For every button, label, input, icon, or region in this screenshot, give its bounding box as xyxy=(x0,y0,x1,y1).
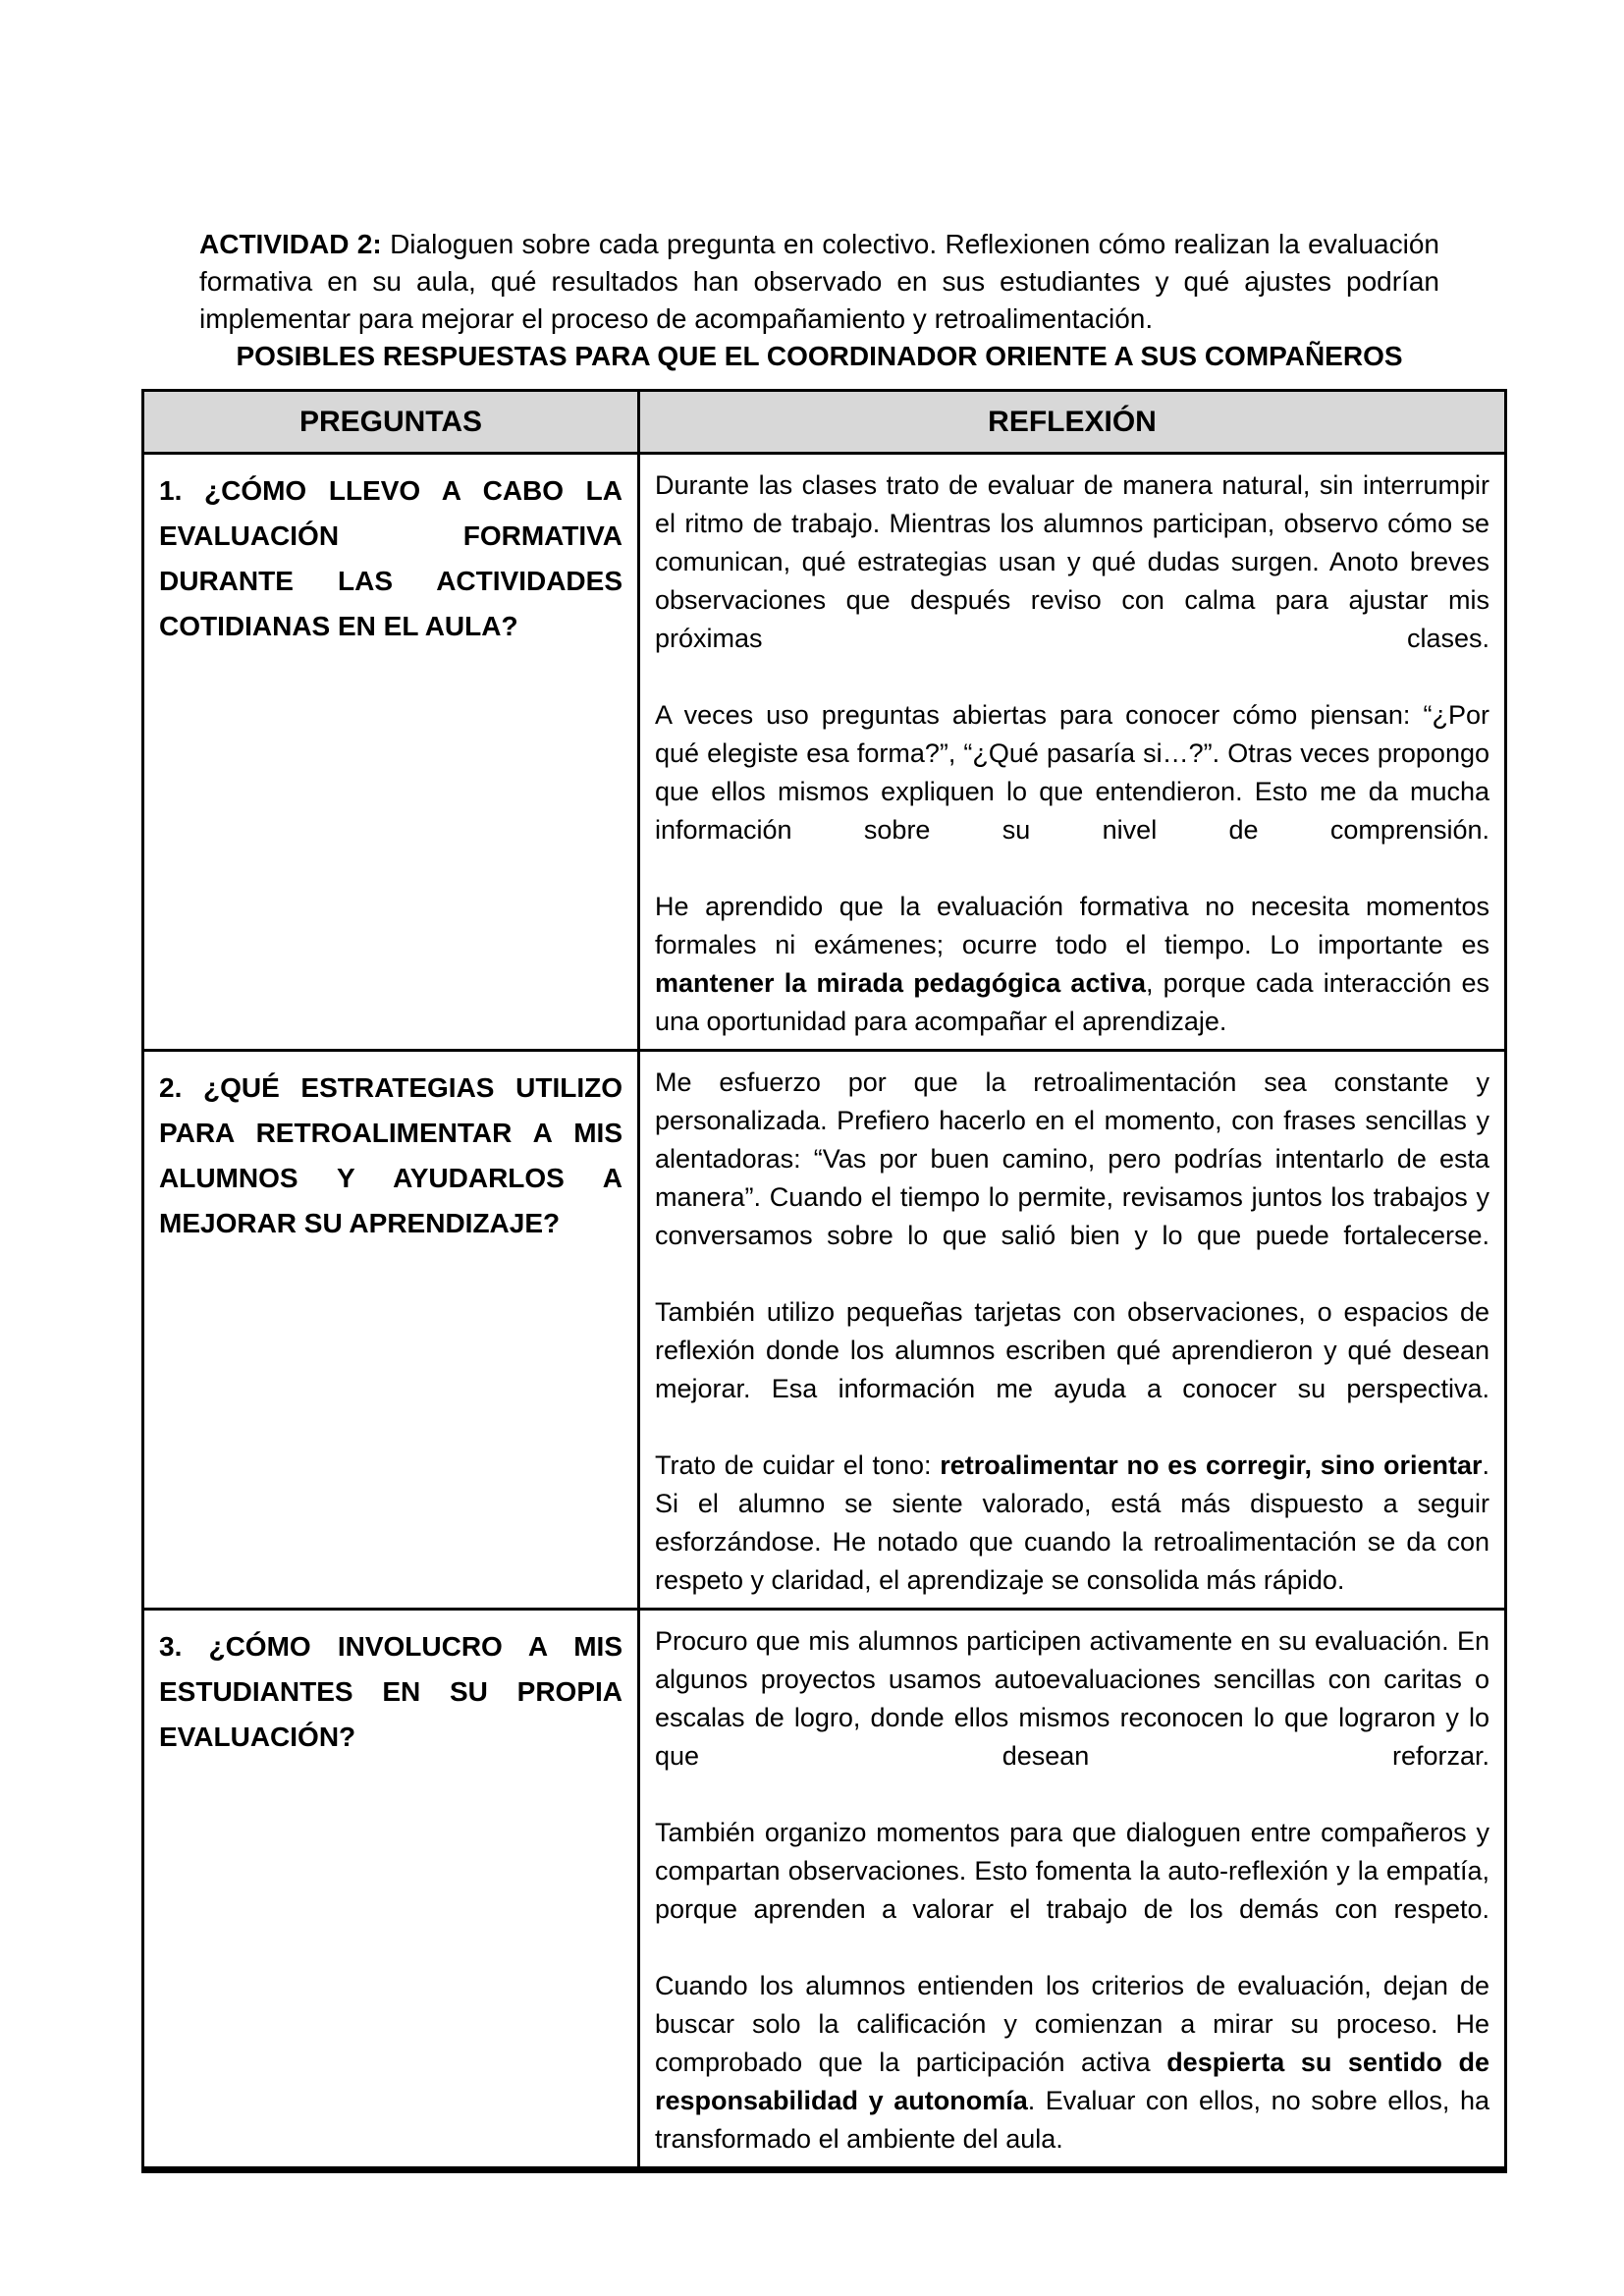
table-row xyxy=(143,454,1506,1051)
text-run: Procuro que mis alumnos participen activamente en su evaluación. En algunos proyectos usamos autoevaluaciones sencillas con caritas o escalas de logro, donde ellos mismos reconocen lo que lograron y lo que desean reforzar. xyxy=(655,1626,1489,1771)
subtitle: POSIBLES RESPUESTAS PARA QUE EL COORDINADOR ORIENTE A SUS COMPAÑEROS xyxy=(236,341,1403,371)
header-preguntas: PREGUNTAS xyxy=(143,391,639,454)
table-header-row xyxy=(143,391,1506,454)
text-run: Cuando los alumnos entienden los criterios de evaluación, dejan de buscar solo la calificación y comienzan a mirar su proceso. He comprobado que la participación activa xyxy=(655,1971,1489,2077)
text-run: Me esfuerzo por que la retroalimentación sea constante y personalizada. Prefiero hacerlo en el momento, con frases sencillas y alentadoras: “Vas por buen camino, pero podrías intentarlo de esta manera”. Cuando el tiempo lo permite, revisamos juntos los trabajos y conversamos sobre lo que salió bien y lo que puede fortalecerse. xyxy=(655,1067,1489,1250)
text-run: También utilizo pequeñas tarjetas con observaciones, o espacios de reflexión donde los alumnos escriben qué aprendieron y qué desean mejorar. Esa información me ayuda a conocer su perspectiva. xyxy=(655,1297,1489,1403)
qa-table xyxy=(141,389,1507,2173)
reflection-paragraph xyxy=(655,1064,1489,1255)
bold-text-run: despierta su sentido de responsabilidad y autonomía xyxy=(655,2048,1489,2115)
header-reflexion: REFLEXIÓN xyxy=(639,391,1506,454)
intro-paragraph xyxy=(199,226,1439,338)
text-run: También organizo momentos para que dialoguen entre compañeros y compartan observaciones. Esto fomenta la auto-reflexión y la empatía, porque aprenden a valorar el trabajo de los demás con respeto. xyxy=(655,1818,1489,1924)
text-run: He aprendido que la evaluación formativa no necesita momentos formales ni exámenes; ocurre todo el tiempo. Lo importante es xyxy=(655,892,1489,959)
intro-text: Dialoguen sobre cada pregunta en colectivo. Reflexionen cómo realizan la evaluación formativa en su aula, qué resultados han observado en sus estudiantes y qué ajustes podrían implementar para mejorar el proceso de acompañamiento y retroalimentación. xyxy=(199,229,1439,334)
question-cell: 1. ¿CÓMO LLEVO A CABO LA EVALUACIÓN FORMATIVA DURANTE LAS ACTIVIDADES COTIDIANAS EN EL AULA? xyxy=(143,454,639,1051)
reflection-cell xyxy=(639,454,1506,1051)
text-run: . Si el alumno se siente valorado, está más dispuesto a seguir esforzándose. He notado que cuando la retroalimentación se da con respeto y claridad, el aprendizaje se consolida más rápido. xyxy=(655,1450,1489,1595)
reflection-paragraph xyxy=(655,1447,1489,1600)
text-run: Trato de cuidar el tono: xyxy=(655,1450,941,1480)
reflection-paragraph xyxy=(655,1622,1489,1776)
reflection-cell xyxy=(639,1610,1506,2170)
text-run: A veces uso preguntas abiertas para conocer cómo piensan: “¿Por qué elegiste esa forma?”, “¿Qué pasaría si…?”. Otras veces propongo que ellos mismos expliquen lo que entendieron. Esto me da mucha información sobre su nivel de comprensión. xyxy=(655,700,1489,845)
table-row xyxy=(143,1610,1506,2170)
bold-text-run: mantener la mirada pedagógica activa xyxy=(655,968,1146,998)
text-run: . Evaluar con ellos, no sobre ellos, ha transformado el ambiente del aula. xyxy=(655,2086,1489,2154)
table-row xyxy=(143,1051,1506,1610)
question-cell: 3. ¿CÓMO INVOLUCRO A MIS ESTUDIANTES EN SU PROPIA EVALUACIÓN? xyxy=(143,1610,639,2170)
text-run: Durante las clases trato de evaluar de manera natural, sin interrumpir el ritmo de trabajo. Mientras los alumnos participan, observo cómo se comunican, qué estrategias usan y qué dudas surgen. Anoto breves observaciones que después reviso con calma para ajustar mis próximas clases. xyxy=(655,470,1489,653)
reflection-paragraph xyxy=(655,1967,1489,2159)
reflection-paragraph xyxy=(655,696,1489,849)
reflection-paragraph xyxy=(655,888,1489,1041)
reflection-paragraph xyxy=(655,1814,1489,1929)
question-cell: 2. ¿QUÉ ESTRATEGIAS UTILIZO PARA RETROALIMENTAR A MIS ALUMNOS Y AYUDARLOS A MEJORAR SU APRENDIZAJE? xyxy=(143,1051,639,1610)
reflection-paragraph xyxy=(655,466,1489,658)
activity-label: ACTIVIDAD 2: xyxy=(199,229,382,259)
text-run: , porque cada interacción es una oportunidad para acompañar el aprendizaje. xyxy=(655,968,1489,1036)
bold-text-run: retroalimentar no es corregir, sino orientar xyxy=(940,1450,1483,1480)
reflection-cell xyxy=(639,1051,1506,1610)
reflection-paragraph xyxy=(655,1293,1489,1408)
